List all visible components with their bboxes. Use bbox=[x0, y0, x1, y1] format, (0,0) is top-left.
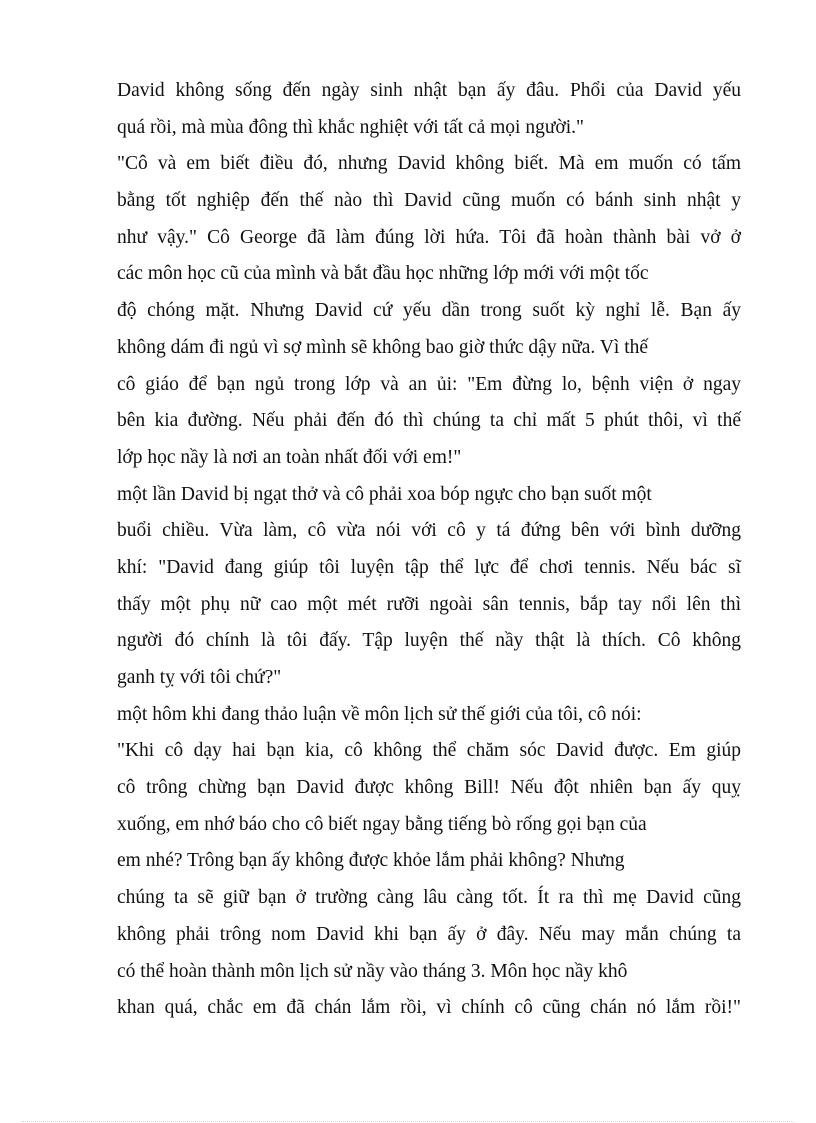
text-line: bằng tốt nghiệp đến thế nào thì David cũng muốn có bánh sinh nhật y bbox=[117, 190, 741, 212]
text-line: độ chóng mặt. Nhưng David cứ yếu dần trong suốt kỳ nghỉ lễ. Bạn ấy bbox=[117, 300, 741, 322]
text-line: một lần David bị ngạt thở và cô phải xoa bóp ngực cho bạn suốt một bbox=[117, 483, 652, 505]
text-line: em nhé? Trông bạn ấy không được khỏe lắm phải không? Nhưng bbox=[117, 850, 625, 872]
text-line: lớp học nầy là nơi an toàn nhất đối với em!" bbox=[117, 446, 462, 468]
text-line: người đó chính là tôi đấy. Tập luyện thế nầy thật là thích. Cô không bbox=[117, 630, 741, 652]
text-line: bên kia đường. Nếu phải đến đó thì chúng ta chỉ mất 5 phút thôi, vì thế bbox=[117, 410, 741, 432]
text-line: chúng ta sẽ giữ bạn ở trường càng lâu càng tốt. Ít ra thì mẹ David cũng bbox=[117, 887, 741, 909]
text-line: có thể hoàn thành môn lịch sử nầy vào tháng 3. Môn học nầy khô bbox=[117, 960, 628, 982]
text-line: thấy một phụ nữ cao một mét rưỡi ngoài sân tennis, bắp tay nổi lên thì bbox=[117, 593, 741, 615]
page-bottom-border bbox=[22, 1121, 794, 1122]
text-line: khan quá, chắc em đã chán lắm rồi, vì chính cô cũng chán nó lắm rồi!" bbox=[117, 997, 741, 1019]
text-line: David không sống đến ngày sinh nhật bạn ấy đâu. Phổi của David yếu bbox=[117, 80, 741, 101]
text-line: ganh tỵ với tôi chứ?" bbox=[117, 667, 282, 688]
text-line: cô trông chừng bạn David được không Bill! Nếu đột nhiên bạn ấy quỵ bbox=[117, 777, 741, 799]
text-line: "Khi cô dạy hai bạn kia, cô không thể chăm sóc David được. Em giúp bbox=[117, 740, 741, 762]
document-body bbox=[117, 73, 741, 1027]
text-line: không phải trông nom David khi bạn ấy ở đây. Nếu may mắn chúng ta bbox=[117, 923, 741, 945]
text-line: cô giáo để bạn ngủ trong lớp và an ủi: "Em đừng lo, bệnh viện ở ngay bbox=[117, 373, 741, 395]
text-line: xuống, em nhớ báo cho cô biết ngay bằng tiếng bò rống gọi bạn của bbox=[117, 813, 647, 835]
text-line: các môn học cũ của mình và bắt đầu học những lớp mới với một tốc bbox=[117, 263, 649, 285]
text-line: khí: "David đang giúp tôi luyện tập thể lực để chơi tennis. Nếu bác sĩ bbox=[117, 556, 741, 578]
text-line: buổi chiều. Vừa làm, cô vừa nói với cô y tá đứng bên với bình dưỡng bbox=[117, 520, 741, 542]
text-line: không dám đi ngủ vì sợ mình sẽ không bao giờ thức dậy nữa. Vì thế bbox=[117, 336, 649, 358]
text-line: "Cô và em biết điều đó, nhưng David không biết. Mà em muốn có tấm bbox=[117, 153, 741, 175]
text-line: quá rồi, mà mùa đông thì khắc nghiệt với tất cả mọi người." bbox=[117, 116, 584, 138]
text-line: một hôm khi đang thảo luận về môn lịch sử thế giới của tôi, cô nói: bbox=[117, 703, 642, 725]
text-line: như vậy." Cô George đã làm đúng lời hứa. Tôi đã hoàn thành bài vở ở bbox=[117, 226, 741, 248]
